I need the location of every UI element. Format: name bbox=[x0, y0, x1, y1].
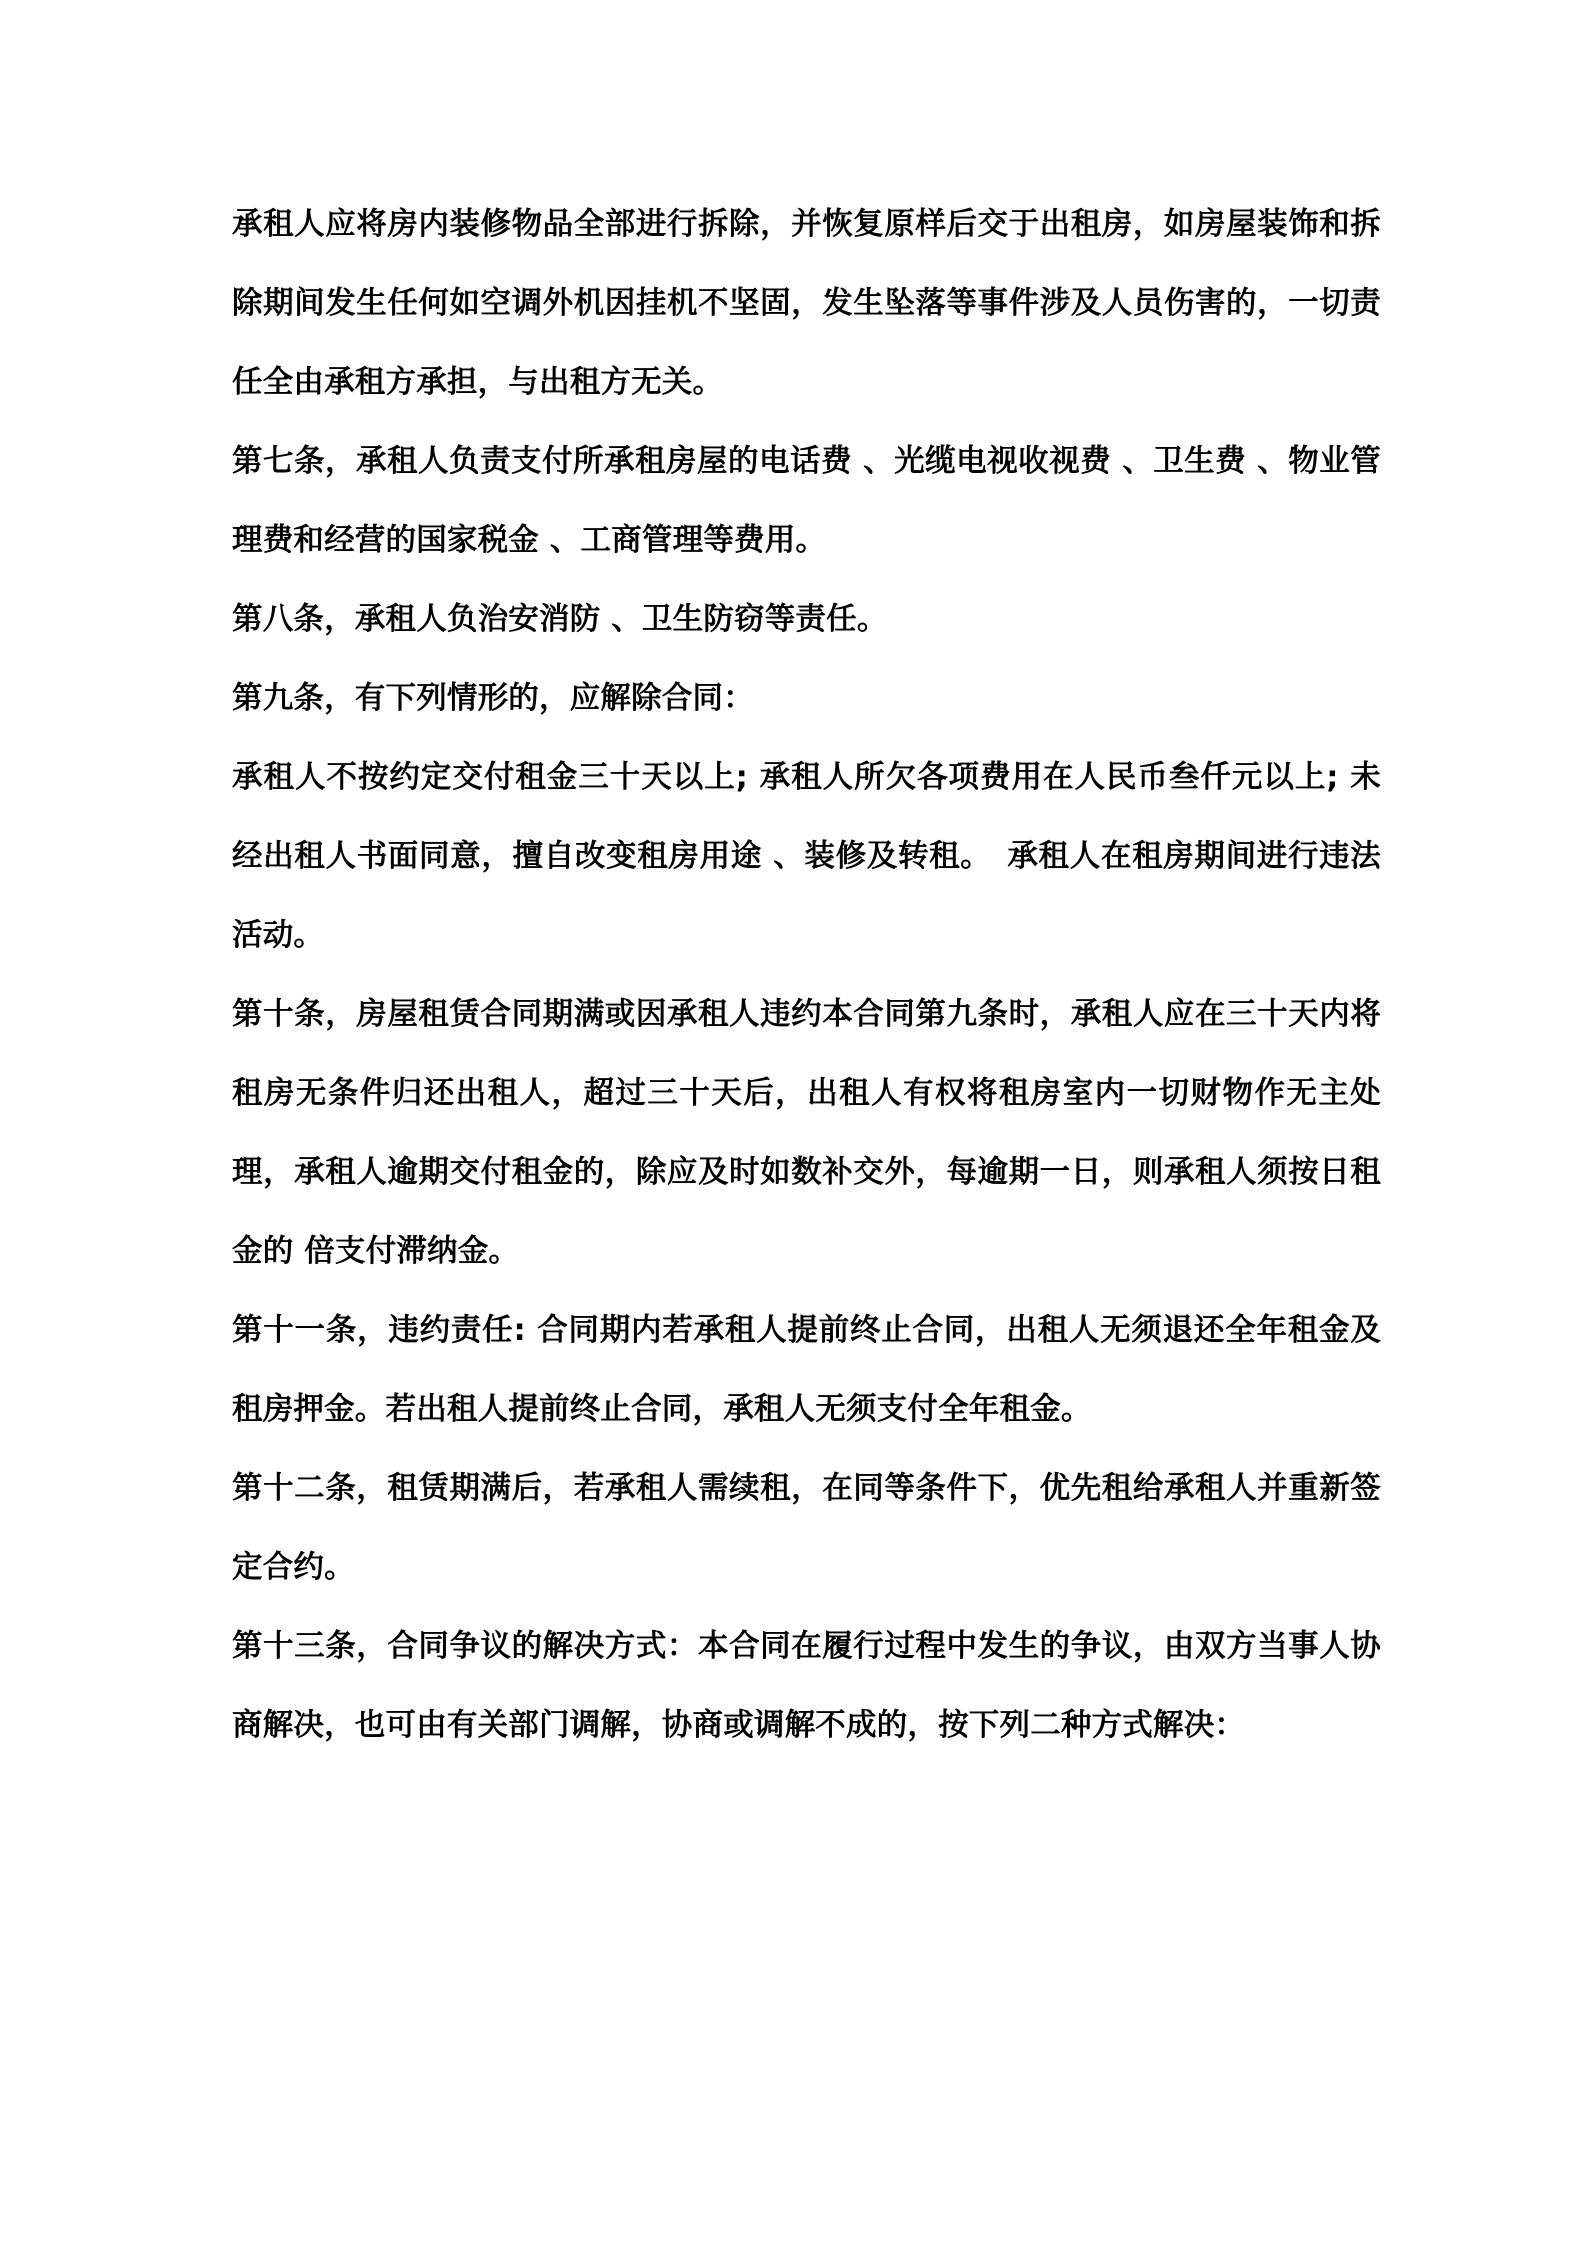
paragraph: 第十一条，违约责任: 合同期内若承租人提前终止合同，出租人无须退还全年租金及租房押金。若出租人提前终止合同，承租人无须支付全年租金。 bbox=[232, 1313, 1381, 1427]
paragraph: 第十二条，租赁期满后，若承租人需续租，在同等条件下，优先租给承租人并重新签定合约。 bbox=[232, 1471, 1381, 1585]
paragraph: 承租人不按约定交付租金三十天以上; 承租人所欠各项费用在人民币叁仟元以上; 未经出租人书面同意，擅自改变租房用途 、装修及转租。 承租人在租房期间进行违法活动。 bbox=[232, 760, 1381, 953]
paragraph: 第七条，承租人负责支付所承租房屋的电话费 、光缆电视收视费 、卫生费 、物业管理费和经营的国家税金 、工商管理等费用。 bbox=[232, 444, 1381, 558]
paragraph: 第十三条，合同争议的解决方式：本合同在履行过程中发生的争议，由双方当事人协商解决，也可由有关部门调解，协商或调解不成的，按下列二种方式解决： bbox=[232, 1629, 1381, 1743]
paragraph: 第八条，承租人负治安消防 、卫生防窃等责任。 bbox=[232, 602, 888, 637]
paragraph: 第九条，有下列情形的，应解除合同： bbox=[232, 681, 754, 716]
paragraph: 第十条，房屋租赁合同期满或因承租人违约本合同第九条时，承租人应在三十天内将租房无条件归还出租人，超过三十天后，出租人有权将租房室内一切财物作无主处理，承租人逾期交付租金的，除应及时如数补交外，每逾期一日，则承租人须按日租金的 倍支付滞纳金。 bbox=[232, 997, 1381, 1269]
document-body bbox=[232, 185, 1381, 1765]
paragraph: 承租人应将房内装修物品全部进行拆除，并恢复原样后交于出租房，如房屋装饰和拆除期间发生任何如空调外机因挂机不坚固，发生坠落等事件涉及人员伤害的，一切责任全由承租方承担，与出租方无关。 bbox=[232, 207, 1381, 400]
